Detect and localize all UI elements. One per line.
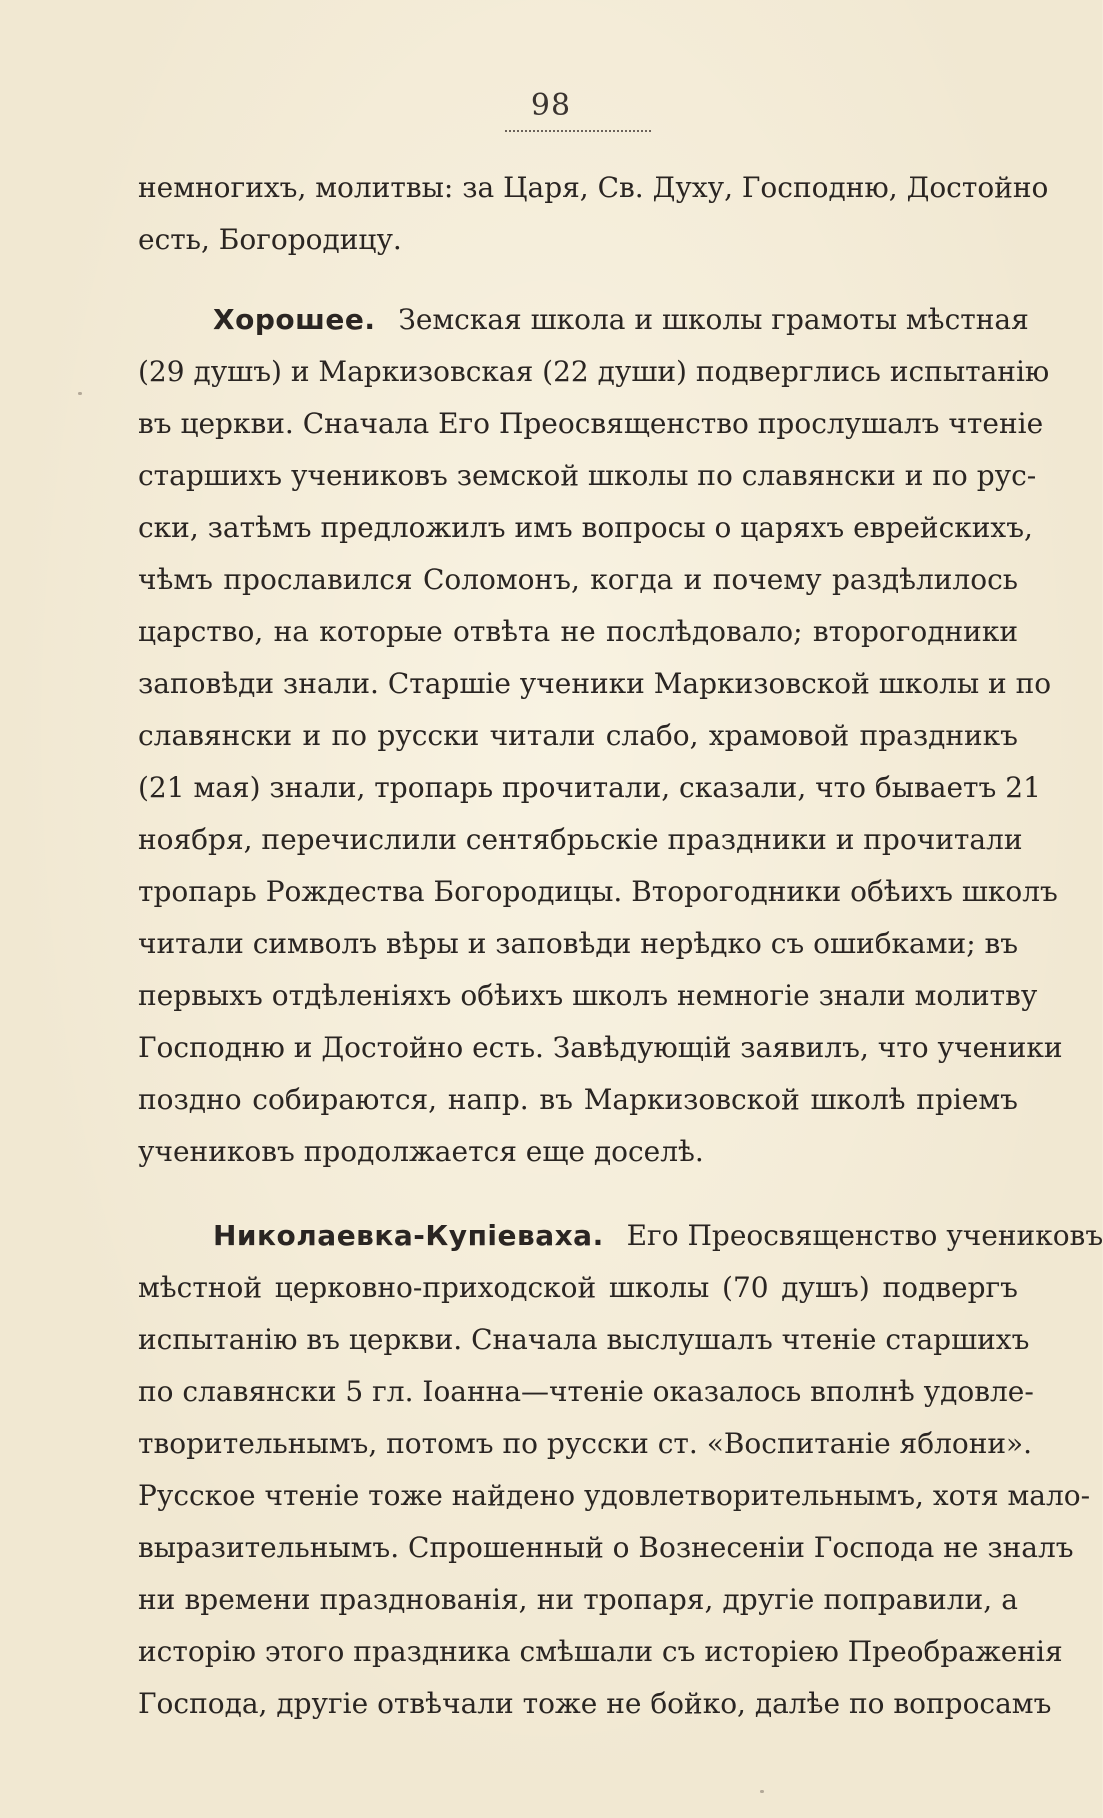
text-line: ски, затѣмъ предложилъ имъ вопросы о царяхъ еврейскихъ,: [138, 511, 1033, 544]
text-run: Земская школа и школы грамоты мѣстная: [398, 303, 1029, 336]
text-line: выразительнымъ. Спрошенный о Вознесеніи Господа не зналъ: [138, 1531, 1074, 1564]
section-heading: Хорошее.: [213, 303, 376, 336]
paragraph-nikolaevka: [138, 1210, 1103, 1730]
paragraph-continuation: [138, 162, 1049, 266]
text-line: читали символъ вѣры и заповѣди нерѣдко съ ошибками; въ: [138, 927, 1019, 960]
text-line: ноября, перечислили сентябрьскіе праздники и прочитали: [138, 823, 1023, 856]
page-body: [138, 162, 1103, 1730]
text-line: поздно собираются, напр. въ Маркизовской школѣ пріемъ: [138, 1083, 1018, 1116]
paragraph-first-line: [138, 1210, 1103, 1262]
text-line: тропарь Рождества Богородицы. Второгодники обѣихъ школъ: [138, 875, 1058, 908]
text-line: (29 душъ) и Маркизовская (22 души) подверглись испытанію: [138, 355, 1050, 388]
text-line: царство, на которые отвѣта не послѣдовало; второгодники: [138, 615, 1018, 648]
text-line: испытанію въ церкви. Сначала выслушалъ чтеніе старшихъ: [138, 1323, 1030, 1356]
text-line: учениковъ продолжается еще доселѣ.: [138, 1135, 704, 1168]
paper-speck: [760, 1790, 764, 1793]
text-line: ни времени празднованія, ни тропаря, другіе поправили, а: [138, 1583, 1018, 1616]
text-line: чѣмъ прославился Соломонъ, когда и почему раздѣлилось: [138, 563, 1018, 596]
text-line: творительнымъ, потомъ по русски ст. «Воспитаніе яблони».: [138, 1427, 1033, 1460]
text-line: первыхъ отдѣленіяхъ обѣихъ школъ немногіе знали молитву: [138, 979, 1038, 1012]
text-line: немногихъ, молитвы: за Царя, Св. Духу, Господню, Достойно: [138, 171, 1049, 204]
text-line: мѣстной церковно-приходской школы (70 душъ) подвергъ: [138, 1271, 1018, 1304]
text-line: (21 мая) знали, тропарь прочитали, сказали, что бываетъ 21: [138, 771, 1041, 804]
paragraph-first-line: [138, 294, 1029, 346]
text-line: заповѣди знали. Старшіе ученики Маркизовской школы и по: [138, 667, 1052, 700]
text-line: Господа, другіе отвѣчали тоже не бойко, далѣе по вопросамъ: [138, 1687, 1052, 1720]
text-line: по славянски 5 гл. Іоанна—чтеніе оказалось вполнѣ удовле-: [138, 1375, 1034, 1408]
text-line: старшихъ учениковъ земской школы по славянски и по рус-: [138, 459, 1037, 492]
text-run: Его Преосвященство учениковъ: [626, 1219, 1103, 1252]
text-line: славянски и по русски читали слабо, храмовой праздникъ: [138, 719, 1018, 752]
paragraph-khoroshee: [138, 294, 1063, 1178]
text-line: въ церкви. Сначала Его Преосвященство прослушалъ чтеніе: [138, 407, 1044, 440]
section-heading: Николаевка-Купіеваха.: [213, 1219, 604, 1252]
page-number: 98: [530, 88, 572, 123]
paper-speck: [78, 392, 82, 395]
text-line: есть, Богородицу.: [138, 223, 402, 256]
text-line: Русское чтеніе тоже найдено удовлетворительнымъ, хотя мало-: [138, 1479, 1091, 1512]
text-line: исторію этого праздника смѣшали съ исторіею Преображенія: [138, 1635, 1063, 1668]
text-line: Господню и Достойно есть. Завѣдующій заявилъ, что ученики: [138, 1031, 1063, 1064]
page-number-rule: [505, 130, 651, 132]
